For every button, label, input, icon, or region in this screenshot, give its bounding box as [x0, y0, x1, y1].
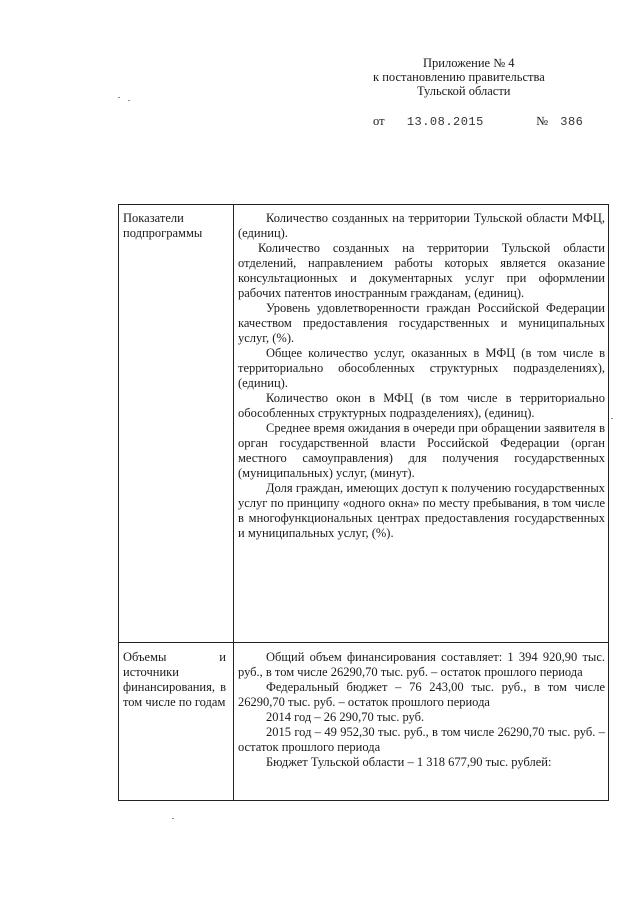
region-name: Тульской области [417, 84, 511, 98]
document-date: 13.08.2015 [406, 115, 484, 129]
row-label-indicators: Показатели подпрограммы [123, 211, 203, 240]
financing-paragraph: 2014 год – 26 290,70 тыс. руб. [266, 710, 425, 724]
table-column-divider [233, 204, 234, 801]
financing-paragraph: 2015 год – 49 952,30 тыс. руб., в том числе 26290,70 тыс. руб. – остаток прошлого периода [238, 725, 605, 754]
row-label-financing: Объемы и источники финансирования, в том числе по годам [123, 650, 226, 709]
table-row-divider [118, 642, 609, 643]
scan-speck [611, 418, 613, 419]
scan-speck [118, 97, 120, 98]
document-number: 386 [560, 115, 584, 129]
number-prefix: № [536, 114, 549, 128]
financing-paragraph: Бюджет Тульской области – 1 318 677,90 тыс. рублей: [266, 755, 552, 769]
scan-speck [128, 100, 130, 101]
document-date-line [373, 114, 583, 129]
financing-details [238, 650, 605, 770]
indicator-paragraph: Количество окон в МФЦ (в том числе в территориально обособленных структурных подразделениях), (единиц). [238, 391, 605, 420]
date-prefix: от [373, 114, 385, 128]
table-bottom-border [118, 800, 609, 801]
indicator-paragraph: Количество созданных на территории Тульской области МФЦ, (единиц). [238, 211, 605, 240]
scan-speck [172, 818, 174, 819]
indicator-paragraph: Уровень удовлетворенности граждан Российской Федерации качеством предоставления государственных и муниципальных услуг, (%). [238, 301, 605, 345]
indicator-paragraph: Среднее время ожидания в очереди при обращении заявителя в орган государственной власти Российской Федерации (орган местного самоуправления) для получения государственных (муниципальных) услуг, (минут). [238, 421, 605, 480]
resolution-reference: к постановлению правительства [373, 70, 545, 84]
table-top-border [118, 204, 609, 205]
indicator-paragraph: Общее количество услуг, оказанных в МФЦ (в том числе в территориально обособленных структурных подразделениях), (единиц). [238, 346, 605, 390]
table-right-border [608, 204, 609, 801]
indicators-list [238, 211, 605, 541]
indicator-paragraph: Доля граждан, имеющих доступ к получению государственных услуг по принципу «одного окна» по месту пребывания, в том числе в многофункциональных центрах предоставления государственных и муниципальных услуг, (%). [238, 481, 605, 540]
appendix-title: Приложение № 4 [423, 56, 515, 70]
subprogram-table [118, 204, 609, 801]
indicator-paragraph: Количество созданных на территории Тульской области отделений, направлением работы которых является оказание консультационных и документарных услуг при оформлении рабочих патентов иностранным гражданам, (единиц). [238, 241, 605, 300]
financing-paragraph: Федеральный бюджет – 76 243,00 тыс. руб., в том числе 26290,70 тыс. руб. – остаток прошлого периода [238, 680, 605, 709]
financing-paragraph: Общий объем финансирования составляет: 1 394 920,90 тыс. руб., в том числе 26290,70 тыс. руб. – остаток прошлого периода [238, 650, 605, 679]
table-left-border [118, 204, 119, 801]
